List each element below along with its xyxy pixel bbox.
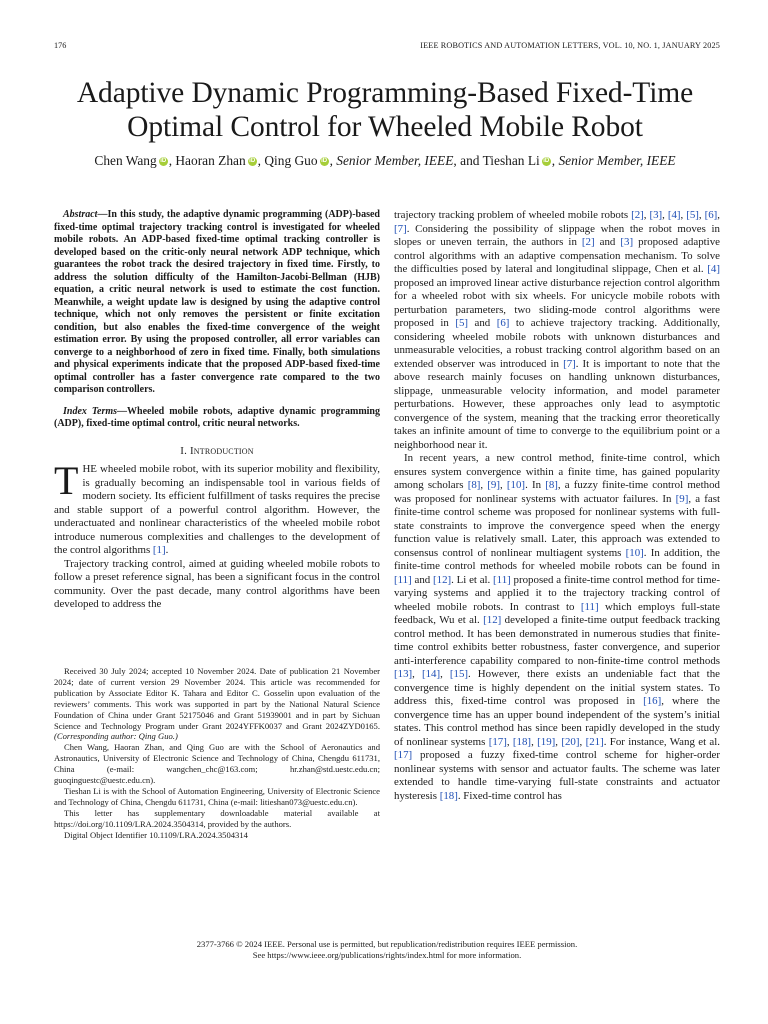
citation-link[interactable]: [21] (585, 735, 604, 748)
citation-link[interactable]: [12] (433, 573, 452, 586)
footnote-received: Received 30 July 2024; accepted 10 November 2024. Date of publication 21 November 2024; date of current version 29 November 2024. This article was recommended for publication by Associate Editor K. Tahara and Editor C. Gosselin upon evaluation of the reviewers’ comments. This work was supported in part by the National Natural Science Foundation of China under Grant 52175046 and Grant 51939001 and in part by Sichuan Science and Technology Program under Grant 2024YFFK0037 and Grant 2024ZYD0165. (Corresponding author: Qing Guo.) (54, 666, 380, 742)
footnote-doi: Digital Object Identifier 10.1109/LRA.2024.3504314 (64, 829, 248, 840)
footnote-affiliation-2: Tieshan Li is with the School of Automation Engineering, University of Electronic Science and Technology of China, Chengdu 611731, China (e-mail: litieshan073@uestc.edu.cn). (54, 785, 380, 807)
citation-link[interactable]: [3] (620, 236, 634, 248)
corresponding-author: (Corresponding author: Qing Guo.) (54, 731, 178, 742)
title-line-1: Adaptive Dynamic Programming-Based Fixed-Time (76, 77, 694, 109)
copyright-line-2: See https://www.ieee.org/publications/rights/index.html for more information. (252, 950, 522, 960)
body-paragraph-1: trajectory tracking problem of wheeled mobile robots [2], [3], [4], [5], [6], [7]. Considering the possibility of slippage when the robot moves in slopes or uneven terrain, the authors in [2] and [3] proposed adaptive control algorithms with an adaptive compensation mechanism. To solve the difficulties posed by lateral and longitudinal slippage, Chen et al. [4] proposed an improved linear active disturbance rejection control algorithm for a wheeled robot with six wheels. For unicycle mobile robots with perturbation parameters, two sliding-mode control algorithms were proposed in [5] and [6] to achieve trajectory tracking. Additionally, considering wheeled mobile robots with unknown disturbances and unmeasurable velocities, a robust tracking control algorithm based on an extended observer was introduced in [7]. It is important to note that the above research mainly focuses on handling unknown disturbances, slippage, unmeasurable velocity information, and model parameter perturbations. However, these approaches only lead to asymptotic convergence of the system, meaning that the tracking error theoretically takes an infinite amount of time to converge to the equilibrium point or a neighborhood near it. (394, 209, 721, 451)
author-role: Senior Member, IEEE (336, 153, 454, 168)
citation-link[interactable]: [15] (449, 668, 469, 680)
citation-link[interactable]: [3] (649, 209, 663, 221)
title-line-2: Optimal Control for Wheeled Mobile Robot (127, 111, 643, 143)
copyright-line-1: 2377-3766 © 2024 IEEE. Personal use is permitted, but republication/redistribution requires IEEE permission. (196, 939, 578, 949)
citation-link[interactable]: [6] (496, 317, 510, 329)
author-name: Tieshan Li (482, 153, 540, 168)
citation-link[interactable]: [5] (686, 209, 699, 221)
intro-paragraph-1: THE wheeled mobile robot, with its superior mobility and flexibility, is gradually becoming an indispensable tool in various fields of modern society. Its efficient fulfillment of tasks requires the precise and stable support of a powerful control algorithm. However, the underactuated and nonlinear characteristics of the wheeled mobile robot introduce numerous complexities and challenges to the development of the control algorithms [1]. (54, 458, 380, 556)
citation-link[interactable]: [18] (439, 789, 458, 802)
right-column (394, 209, 720, 803)
section-heading (54, 445, 380, 459)
index-terms-text: —Wheeled mobile robots, adaptive dynamic programming (ADP), fixed-time optimal control, critic neural networks. (54, 405, 380, 429)
abstract-text: —In this study, the adaptive dynamic programming (ADP)-based fixed-time optimal trajectory tracking control is investigated for wheeled mobile robots. An ADP-based fixed-time optimal tracking controller is developed based on the critic-only neural network ADP technique, which guarantees the robot track the desired trajectory in fixed time. Firstly, to address the solution difficulty of the Hamilton-Jacobi-Bellman (HJB) equation, a critic neural network is used to estimate the cost function. Meanwhile, a weight update law is designed by using the adaptive control technique, which not only removes the persistent or finite excitation condition, but also enables the fixed-time convergence of the weight estimation error. By using the proposed controller, all error variables can converge to a neighborhood of zero in fixed time. Finally, both simulations and physical experiments indicate that the proposed ADP-based fixed-time optimal controller has a faster convergence rate compared to the two comparison controllers. (54, 209, 380, 395)
citation-link[interactable]: [1] (152, 544, 166, 556)
citation-link[interactable]: [9] (675, 492, 689, 505)
citation-link[interactable]: [13] (394, 668, 413, 680)
citation-link[interactable]: [2] (631, 209, 644, 221)
citation-link[interactable]: [5] (455, 317, 469, 329)
citation-link[interactable]: [17] (394, 749, 413, 761)
page-number: 176 (54, 41, 67, 50)
citation-link[interactable]: [9] (487, 479, 500, 491)
citation-link[interactable]: [2] (581, 236, 595, 248)
citation-link[interactable]: [12] (483, 614, 502, 626)
citation-link[interactable]: [16] (643, 695, 662, 707)
intro-paragraph-2: Trajectory tracking control, aimed at guiding wheeled mobile robots to follow a preset reference signal, has been a significant focus in the control community. Over the past decade, many control algorithms have been developed to address the (54, 557, 380, 610)
citation-link[interactable]: [8] (545, 479, 558, 491)
section-numeral: I. (180, 444, 187, 457)
citation-link[interactable]: [17] (488, 735, 507, 748)
author-role: Senior Member, IEEE (558, 153, 676, 168)
citation-link[interactable]: [10] (506, 479, 526, 491)
citation-link[interactable]: [11] (493, 573, 511, 586)
footnote-affiliation-1: Chen Wang, Haoran Zhan, and Qing Guo are with the School of Aeronautics and Astronautics, University of Electronic Science and Technology of China, Chengdu 611731, China (e-mail: wangchen_chc@163.com; hr.zhan@std.uestc.edu.cn; guoqinguestc@uestc.edu.cn). (54, 742, 380, 786)
author-name: Haoran Zhan (175, 153, 246, 168)
orcid-icon[interactable]: iD (160, 158, 167, 164)
citation-link[interactable]: [6] (704, 209, 718, 221)
citation-link[interactable]: [8] (467, 479, 481, 491)
body-paragraph-2: In recent years, a new control method, finite-time control, which ensures system convergence within a finite time, has gained popularity among scholars [8], [9], [10]. In [8], a fuzzy finite-time control method was proposed for nonlinear systems with actuator failures. In [9], a fast finite-time control scheme was proposed for nonlinear systems with full-state constraints to improve the convergence speed when the energy function value is relatively small. Later, this approach was extended to consensus control of nonlinear multiagent systems [10]. In addition, the finite-time control methods for wheeled mobile robots can be found in [11] and [12]. Li et al. [11] proposed a finite-time control method for time-varying systems and applied it to the trajectory tracking control of wheeled mobile robots. In contrast to [11] which employs full-state feedback, Wu et al. [12] developed a finite-time output feedback tracking control method. It has been demonstrated in numerous studies that finite-time control exhibits better robustness, faster convergence, and superior anti-interference capability compared to non-finite-time control methods [13], [14], [15]. However, there exists an undeniable fact that the convergence time is highly dependent on the initial system states. To address this, fixed-time control was proposed in [16], where the convergence time has an upper bound independent of the system’s initial states. This control method has since been rapidly developed in the study of nonlinear systems [17], [18], [19], [20], [21]. For instance, Wang et al. [17] proposed a fuzzy fixed-time control scheme for higher-order nonlinear systems with sensor and actuator faults. The scheme was later extended to handle time-varying full-state constraints and actuator hysteresis [18]. Fixed-time control has (394, 452, 721, 802)
author-name: Chen Wang (94, 153, 157, 168)
orcid-icon[interactable]: iD (249, 158, 256, 164)
page-header (54, 41, 720, 55)
copyright-notice (54, 939, 720, 961)
citation-link[interactable]: [14] (421, 668, 441, 680)
citation-link[interactable]: [20] (561, 735, 580, 748)
paper-title (40, 76, 730, 144)
index-terms (54, 406, 380, 431)
footnote-supplementary[interactable]: This letter has supplementary downloadable material available at https://doi.org/10.1109/LRA.2024.3504314, provided by the authors. (54, 807, 380, 829)
abstract (54, 209, 380, 397)
citation-link[interactable]: [19] (537, 735, 556, 748)
author-joiner: and (460, 153, 480, 168)
citation-link[interactable]: [4] (667, 209, 681, 221)
journal-info: IEEE ROBOTICS AND AUTOMATION LETTERS, VOL. 10, NO. 1, JANUARY 2025 (420, 41, 720, 50)
citation-link[interactable]: [7] (563, 357, 576, 370)
citation-link[interactable]: [7] (394, 222, 407, 235)
orcid-icon[interactable]: iD (543, 158, 550, 164)
author-list: Chen Wang iD , Haoran Zhan iD , Qing Guo iD , Senior Member, IEEE, and Tieshan Li iD , Senior Member, IEEE (94, 153, 676, 168)
citation-link[interactable]: [10] (625, 546, 644, 559)
footnotes (54, 666, 380, 841)
author-name: Qing Guo (264, 153, 318, 168)
index-terms-label: Index Terms (63, 405, 118, 417)
section-title: Introduction (189, 444, 254, 457)
abstract-label: Abstract (63, 209, 98, 220)
citation-link[interactable]: [11] (394, 573, 412, 586)
left-column (54, 209, 380, 612)
orcid-icon[interactable]: iD (321, 158, 328, 164)
citation-link[interactable]: [4] (707, 263, 720, 275)
citation-link[interactable]: [11] (580, 600, 599, 613)
citation-link[interactable]: [18] (512, 735, 532, 748)
drop-cap: T (54, 458, 79, 503)
